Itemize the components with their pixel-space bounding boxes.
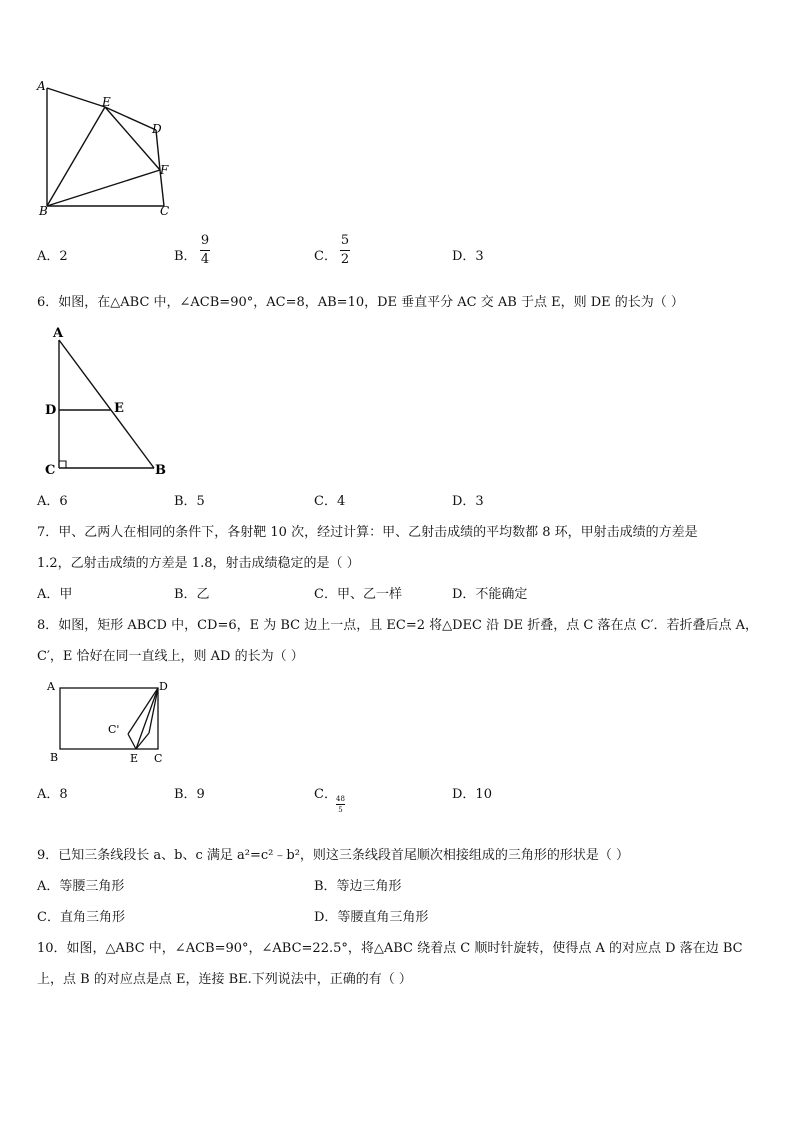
q8-option-b: B．9	[174, 787, 205, 802]
q10-stem-line2: 上，点 B 的对应点是点 E，连接 BE.下列说法中，正确的有（ ）	[37, 972, 412, 987]
q8-option-c-denominator: 5	[338, 806, 343, 814]
q5-option-c-label: C．	[314, 249, 337, 264]
q7-option-b: B．乙	[174, 587, 210, 602]
fraction-bar	[340, 250, 350, 251]
q5-label-c: C	[160, 204, 170, 218]
q8-stem-line1: 8．如图，矩形 ABCD 中，CD=6，E 为 BC 边上一点，且 EC=2 将△DEC 沿 DE 折叠，点 C 落在点 C′．若折叠后点 A，	[37, 618, 759, 633]
q8-label-d: D	[159, 680, 168, 693]
q5-label-a: A	[37, 79, 46, 93]
q6-label-d: D	[45, 403, 57, 418]
q9-stem: 9．已知三条线段长 a、b、c 满足 a²=c²﹣b²，则这三条线段首尾顺次相接组成的三角形的形状是（ ）	[37, 848, 630, 863]
q7-option-a: A．甲	[37, 587, 73, 602]
q9-option-c: C．直角三角形	[37, 910, 125, 925]
q7-stem-line2: 1.2，乙射击成绩的方差是 1.8，射击成绩稳定的是（ ）	[37, 556, 360, 571]
q5-label-f: F	[160, 163, 169, 177]
q8-label-c-prime: C'	[108, 723, 120, 736]
q9-option-d: D．等腰直角三角形	[314, 910, 429, 925]
q10-stem-line1: 10．如图，△ABC 中，∠ACB=90°，∠ABC=22.5°，将△ABC 绕着点 C 顺时针旋转，使得点 A 的对应点 D 落在边 BC	[37, 941, 743, 956]
q6-stem: 6．如图，在△ABC 中，∠ACB=90°，AC=8，AB=10，DE 垂直平分 AC 交 AB 于点 E，则 DE 的长为（ ）	[37, 295, 684, 310]
q8-option-d: D．10	[452, 787, 492, 802]
q5-option-b-label: B．	[174, 249, 197, 264]
q9-option-b: B．等边三角形	[314, 879, 402, 894]
q6-option-a: A．6	[37, 494, 68, 509]
q5-option-c-fraction	[340, 234, 350, 267]
q6-option-b: B．5	[174, 494, 205, 509]
fraction-bar	[200, 250, 210, 251]
q5-option-c-denominator: 2	[340, 252, 350, 267]
q5-option-b-fraction	[200, 234, 210, 267]
q7-option-c: C．甲、乙一样	[314, 587, 402, 602]
q5-label-e: E	[102, 95, 111, 109]
q5-option-a: A．2	[37, 249, 68, 264]
q8-label-b: B	[50, 751, 59, 764]
q8-label-c: C	[154, 752, 163, 765]
fraction-bar	[336, 804, 345, 805]
q5-label-d: D	[152, 122, 162, 136]
q8-figure	[42, 676, 177, 766]
q7-stem-line1: 7．甲、乙两人在相同的条件下，各射靶 10 次，经过计算：甲、乙射击成绩的平均数都 8 环，甲射击成绩的方差是	[37, 525, 698, 540]
q8-option-a: A．8	[37, 787, 68, 802]
q6-figure	[40, 322, 180, 480]
q8-label-a: A	[47, 680, 55, 693]
q6-label-c: C	[45, 463, 56, 478]
q6-option-c: C．4	[314, 494, 346, 509]
q5-option-c-numerator: 5	[340, 233, 350, 248]
q8-label-e: E	[130, 752, 139, 765]
q8-stem-line2: C′，E 恰好在同一直线上，则 AD 的长为（ ）	[37, 649, 304, 664]
q5-option-b-denominator: 4	[200, 252, 210, 267]
q5-option-d: D．3	[452, 249, 484, 264]
q5-option-b-numerator: 9	[200, 233, 210, 248]
q7-option-d: D．不能确定	[452, 587, 528, 602]
q6-label-b: B	[155, 463, 166, 478]
q5-label-b: B	[39, 204, 48, 218]
q6-option-d: D．3	[452, 494, 484, 509]
q8-option-c-numerator: 48	[336, 795, 345, 803]
q6-label-a: A	[53, 326, 64, 341]
q5-figure	[36, 78, 176, 218]
q8-option-c-fraction	[336, 795, 345, 814]
q8-option-c-label: C．	[314, 787, 337, 802]
q6-label-e: E	[114, 401, 124, 416]
q9-option-a: A．等腰三角形	[37, 879, 125, 894]
